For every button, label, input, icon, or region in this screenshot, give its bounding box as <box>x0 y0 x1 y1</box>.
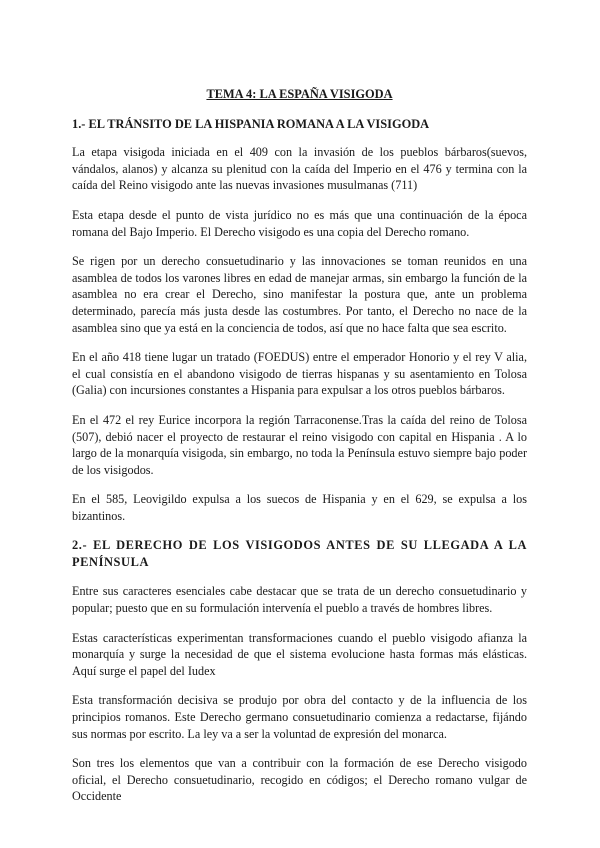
section-1-paragraph-1: La etapa visigoda iniciada en el 409 con la invasión de los pueblos bárbaros(suevos, vándalos, alanos) y alcanza su plenitud con la caída del Imperio en el 476 y termina con la caída del Reino visigodo ante las nuevas invasiones musulmanas (711) <box>72 145 527 193</box>
section-2-paragraph-1: Entre sus caracteres esenciales cabe destacar que se trata de un derecho consuetudinario y popular; puesto que en su formulación intervenía el pueblo a través de hombres libres. <box>72 584 527 616</box>
document-page <box>72 86 527 818</box>
document-title: TEMA 4: LA ESPAÑA VISIGODA <box>206 87 393 101</box>
section-1-paragraph-2: Esta etapa desde el punto de vista jurídico no es más que una continuación de la época romana del Bajo Imperio. El Derecho visigodo es una copia del Derecho romano. <box>72 207 527 239</box>
section-2-paragraph-2: Estas características experimentan transformaciones cuando el pueblo visigodo afianza la monarquía y surge la necesidad de que el sistema evolucione hasta formas más elásticas. Aquí surge el papel del Iudex <box>72 630 527 678</box>
section-1-paragraph-3: Se rigen por un derecho consuetudinario y las innovaciones se toman reunidos en una asamblea de todos los varones libres en edad de manejar armas, sin embargo la función de la asamblea no era crear el Derecho, sino manifestar la postura que, ante un problema determinado, parecía más justa desde las costumbres. Por tanto, el Derecho no nace de la asamblea sino que ya está en la conciencia de todos, así que no hace falta que sea escrito. <box>72 254 527 335</box>
section-1-heading: 1.- EL TRÁNSITO DE LA HISPANIA ROMANA A LA VISIGODA <box>72 116 430 131</box>
section-1-paragraph-5: En el 472 el rey Eurice incorpora la región Tarraconense.Tras la caída del reino de Tolosa (507), debió nacer el proyecto de restaurar el reino visigodo con capital en Hispania . A lo largo de la monarquía visigoda, sin embargo, no toda la Península estuvo siempre bajo poder de los visigodos. <box>72 412 527 477</box>
section-2-heading: 2.- EL DERECHO DE LOS VISIGODOS ANTES DE SU LLEGADA A LA PENÍNSULA <box>72 538 527 570</box>
section-2-paragraph-3: Esta transformación decisiva se produjo por obra del contacto y de la influencia de los principios romanos. Este Derecho germano consuetudinario comienza a redactarse, fijándo sus normas por escrito. La ley va a ser la voluntad de expresión del monarca. <box>72 693 527 741</box>
section-2-paragraph-4: Son tres los elementos que van a contribuir con la formación de ese Derecho visigodo oficial, el Derecho consuetudinario, recogido en códigos; el Derecho romano vulgar de Occidente <box>72 756 527 804</box>
section-1-paragraph-4: En el año 418 tiene lugar un tratado (FOEDUS) entre el emperador Honorio y el rey V alia, el cual consistía en el abandono visigodo de tierras hispanas y su asentamiento en Tolosa (Galia) con incursiones constantes a Hispania para expulsar a los otros pueblos bárbaros. <box>72 350 527 398</box>
section-1-paragraph-6: En el 585, Leovigildo expulsa a los suecos de Hispania y en el 629, se expulsa a los bizantinos. <box>72 492 527 523</box>
